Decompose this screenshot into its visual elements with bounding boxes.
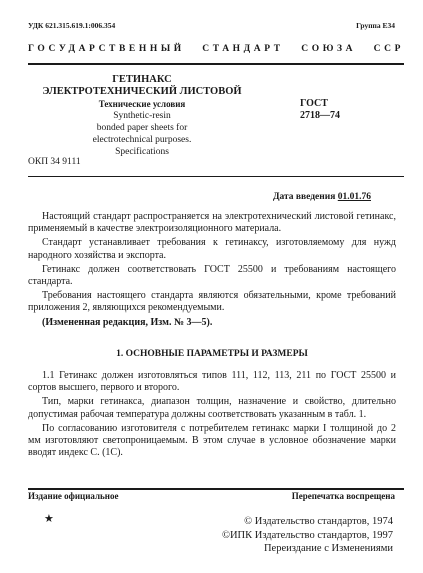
udk-code: УДК 621.315.619.1:006.354 bbox=[28, 21, 116, 30]
intro-text bbox=[28, 211, 396, 331]
gost-label: ГОСТ bbox=[300, 98, 328, 109]
copyright-line-2: ©ИПК Издательство стандартов, 1997 bbox=[221, 529, 393, 541]
section-paragraph-2: Тип, марки гетинакса, диапазон толщин, назначение и свойство, длительно допустимая рабочая температура должны соответствовать указанным в табл. 1. bbox=[28, 396, 396, 420]
state-standard-band bbox=[28, 44, 404, 54]
footer-rule bbox=[28, 488, 404, 490]
section-1-text bbox=[28, 370, 396, 461]
okp-code: ОКП 34 9111 bbox=[28, 157, 81, 167]
section-paragraph-3: По согласованию изготовителя с потребителем гетинакс марки I толщиной до 2 мм изготовляют светопроницаемым. В этом случае в условное обозначение марки вводят индекс С. (1С). bbox=[28, 422, 396, 459]
band-word-3: СОЮЗА bbox=[301, 44, 357, 54]
section-heading: 1. ОСНОВНЫЕ ПАРАМЕТРЫ И РАЗМЕРЫ bbox=[116, 349, 308, 359]
intro-paragraph-2: Стандарт устанавливает требования к гетинаксу, изготовляемому для нужд народного хозяйства и экспорта. bbox=[28, 237, 396, 261]
title-en-1: Synthetic-resin bbox=[113, 111, 171, 121]
gost-number bbox=[300, 98, 340, 122]
copyright-line-3: Переиздание с Изменениями bbox=[263, 543, 393, 554]
intro-revision-note: (Измененная редакция, Изм. № 3—5). bbox=[42, 316, 213, 328]
gost-code: 2718—74 bbox=[300, 110, 340, 121]
date-label: Дата введения bbox=[272, 192, 336, 202]
date-of-introduction bbox=[273, 192, 371, 202]
header-rule bbox=[28, 63, 404, 65]
official-edition-label: Издание официальное bbox=[28, 491, 119, 501]
title-line-1: ГЕТИНАКС bbox=[112, 74, 172, 85]
title-en-3: electrotechnical purposes. bbox=[92, 135, 192, 145]
star-icon: ★ bbox=[44, 513, 54, 525]
copyright-block bbox=[222, 515, 393, 556]
band-word-2: СТАНДАРТ bbox=[202, 44, 284, 54]
title-rule bbox=[28, 176, 404, 177]
intro-paragraph-3: Гетинакс должен соответствовать ГОСТ 25500 и требованиям настоящего стандарта. bbox=[28, 263, 396, 288]
date-value: 01.01.76 bbox=[337, 192, 371, 202]
band-word-4: ССР bbox=[373, 44, 404, 54]
title-en-4: Specifications bbox=[115, 147, 169, 157]
intro-paragraph-4: Требования настоящего стандарта являются обязательными, кроме требований приложения 2, являющихся рекомендуемыми. bbox=[28, 290, 396, 314]
title-line-2: ЭЛЕКТРОТЕХНИЧЕСКИЙ ЛИСТОВОЙ bbox=[42, 86, 242, 97]
intro-paragraph-1: Настоящий стандарт распространяется на электротехнический листовой гетинакс, применяемый в качестве электроизоляционного материала. bbox=[28, 211, 396, 235]
group-code: Группа Е34 bbox=[356, 21, 395, 30]
section-paragraph-1: 1.1 Гетинакс должен изготовляться типов 111, 112, 113, 211 по ГОСТ 25500 и сортов высшего, первого и второго. bbox=[28, 370, 396, 394]
title-subtitle: Технические условия bbox=[98, 99, 186, 109]
band-word-1: ГОСУДАРСТВЕННЫЙ bbox=[28, 44, 185, 54]
copyright-line-1: © Издательство стандартов, 1974 bbox=[244, 516, 393, 527]
reprint-prohibited-label: Перепечатка воспрещена bbox=[291, 491, 395, 501]
title-block bbox=[28, 74, 256, 158]
title-en-2: bonded paper sheets for bbox=[96, 123, 188, 133]
